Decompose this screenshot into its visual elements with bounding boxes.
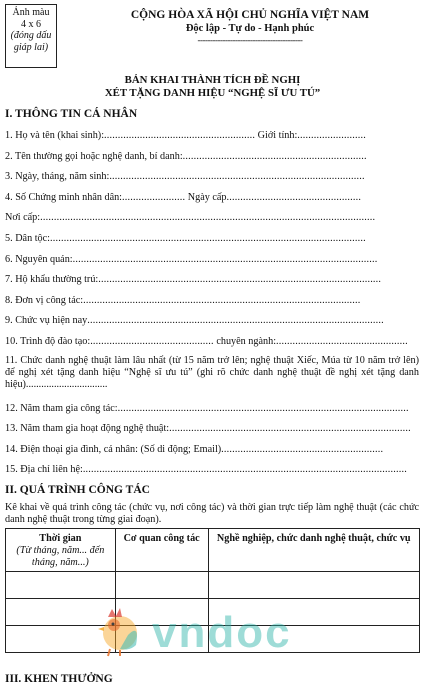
field-education-label: 10. Trình độ đào tạo: <box>5 336 91 347</box>
fill-dots: ...................................................................................................................... <box>82 464 407 475</box>
header-time-label: Thời gian <box>39 533 82 544</box>
table-cell[interactable] <box>115 572 208 599</box>
photo-placeholder-box <box>5 4 57 68</box>
fill-dots: ........................................................... <box>221 444 384 455</box>
photo-size: 4 x 6 <box>21 18 41 30</box>
fill-dots: ................................................................... <box>182 151 367 162</box>
table-header-row <box>6 529 420 572</box>
field-art-start-year-label: 13. Năm tham gia hoạt động nghệ thuật: <box>5 423 170 434</box>
field-education[interactable] <box>5 335 420 348</box>
field-major-label: chuyên ngành: <box>216 336 277 347</box>
table-cell[interactable] <box>208 572 419 599</box>
field-address[interactable] <box>5 463 420 476</box>
field-gender-label: Giới tính: <box>257 130 298 141</box>
field-birth-date-label: 3. Ngày, tháng, năm sinh: <box>5 171 110 182</box>
table-cell[interactable] <box>6 572 116 599</box>
document-title <box>0 74 425 100</box>
field-residence-label: 7. Hộ khẩu thường trú: <box>5 274 99 285</box>
header-time-note: (Từ tháng, năm... đến tháng, năm...) <box>16 545 105 568</box>
fill-dots: .......................................................................................................... <box>117 403 409 414</box>
fill-dots: ............................................................................................................ <box>87 315 384 326</box>
field-ethnicity-label: 5. Dân tộc: <box>5 233 50 244</box>
fill-dots: ............................................. <box>90 336 214 347</box>
field-birth-date[interactable] <box>5 170 420 183</box>
field-work-unit[interactable] <box>5 294 420 307</box>
field-art-title-label: 11. Chức danh nghệ thuật làm lâu nhất (từ 15 năm trở lên; nghệ thuật Xiếc, Múa từ 10 năm trở lên) để nghị xét tặng danh hiệu “Nghệ sĩ ưu tú” (ghi rõ chức danh nghệ thuật đề nghị xét tặng danh hiệu). <box>5 355 419 390</box>
watermark-text: vndoc <box>152 608 292 657</box>
national-header <box>100 8 400 45</box>
field-issue-place-label: Nơi cấp: <box>5 212 41 223</box>
field-issue-date-label: Ngày cấp <box>187 192 227 203</box>
header-agency: Cơ quan công tác <box>115 529 208 572</box>
fill-dots: ....................................................... <box>104 130 256 141</box>
fill-dots: .......................................................................................................................... <box>40 212 376 223</box>
fill-dots: ................................................ <box>276 336 408 347</box>
photo-note-line2: giáp lai) <box>13 41 49 53</box>
photo-note-line1: (đóng dấu <box>10 30 52 41</box>
table-row <box>6 572 420 599</box>
fill-dots: ......................... <box>297 130 366 141</box>
field-art-title[interactable] <box>5 355 419 391</box>
fill-dots: ............................................................................................. <box>109 171 365 182</box>
title-line1: BẢN KHAI THÀNH TÍCH ĐỀ NGHỊ <box>124 74 301 86</box>
field-work-start-year[interactable] <box>5 402 420 415</box>
field-address-label: 15. Địa chỉ liên hệ: <box>5 464 83 475</box>
field-phone-email[interactable] <box>5 443 420 456</box>
field-hometown[interactable] <box>5 253 420 266</box>
fill-dots: ................................................. <box>226 192 362 203</box>
field-full-name-label: 1. Họ và tên (khai sinh): <box>5 130 105 141</box>
field-residence[interactable] <box>5 273 420 286</box>
header-time <box>6 529 116 572</box>
field-art-start-year[interactable] <box>5 422 420 435</box>
national-motto: Độc lập - Tự do - Hạnh phúc <box>185 23 315 34</box>
fill-dots: ..................................................................................................... <box>83 295 361 306</box>
nation-name: CỘNG HÒA XÃ HỘI CHỦ NGHĨA VIỆT NAM <box>130 9 370 21</box>
work-history-instructions: Kê khai về quá trình công tác (chức vụ, nơi công tác) và thời gian trực tiếp làm nghệ thuật (các chức danh nghệ thuật trong từng giai đoạn). <box>5 502 419 525</box>
fill-dots: ............................................................................................................... <box>72 254 378 265</box>
section-awards-heading: III. KHEN THƯỞNG <box>5 673 113 685</box>
fill-dots: ............................... <box>28 379 108 390</box>
section-work-history-heading: II. QUÁ TRÌNH CÔNG TÁC <box>5 484 150 496</box>
header-divider: ------------------------------------------ <box>197 35 303 45</box>
field-ethnicity[interactable] <box>5 232 420 245</box>
fill-dots: ....................... <box>122 192 186 203</box>
photo-label: Ảnh màu <box>12 7 50 18</box>
field-hometown-label: 6. Nguyên quán: <box>5 254 73 265</box>
fill-dots: ................................................................................................................... <box>49 233 366 244</box>
header-occupation: Nghề nghiệp, chức danh nghệ thuật, chức vụ <box>208 529 419 572</box>
field-work-start-year-label: 12. Năm tham gia công tác: <box>5 403 118 414</box>
title-line2: XÉT TẶNG DANH HIỆU “NGHỆ SĨ ƯU TÚ” <box>104 87 321 99</box>
field-position[interactable] <box>5 314 420 327</box>
field-phone-email-label: 14. Điện thoại gia đình, cá nhân: (Số di động; Email) <box>5 444 222 455</box>
fill-dots: ....................................................................................................... <box>98 274 382 285</box>
field-issue-place[interactable] <box>5 211 420 224</box>
field-id-number[interactable] <box>5 191 420 204</box>
rooster-mascot-icon <box>98 608 137 656</box>
field-work-unit-label: 8. Đơn vị công tác: <box>5 295 84 306</box>
vndoc-watermark-logo <box>90 605 350 657</box>
section-personal-info-heading: I. THÔNG TIN CÁ NHÂN <box>5 108 138 120</box>
fill-dots: ........................................................................................ <box>169 423 411 434</box>
field-position-label: 9. Chức vụ hiện nay <box>5 315 88 326</box>
field-id-number-label: 4. Số Chứng minh nhân dân: <box>5 192 123 203</box>
field-full-name[interactable] <box>5 129 420 142</box>
field-stage-name[interactable] <box>5 150 420 163</box>
field-stage-name-label: 2. Tên thường gọi hoặc nghệ danh, bí danh: <box>5 151 183 162</box>
